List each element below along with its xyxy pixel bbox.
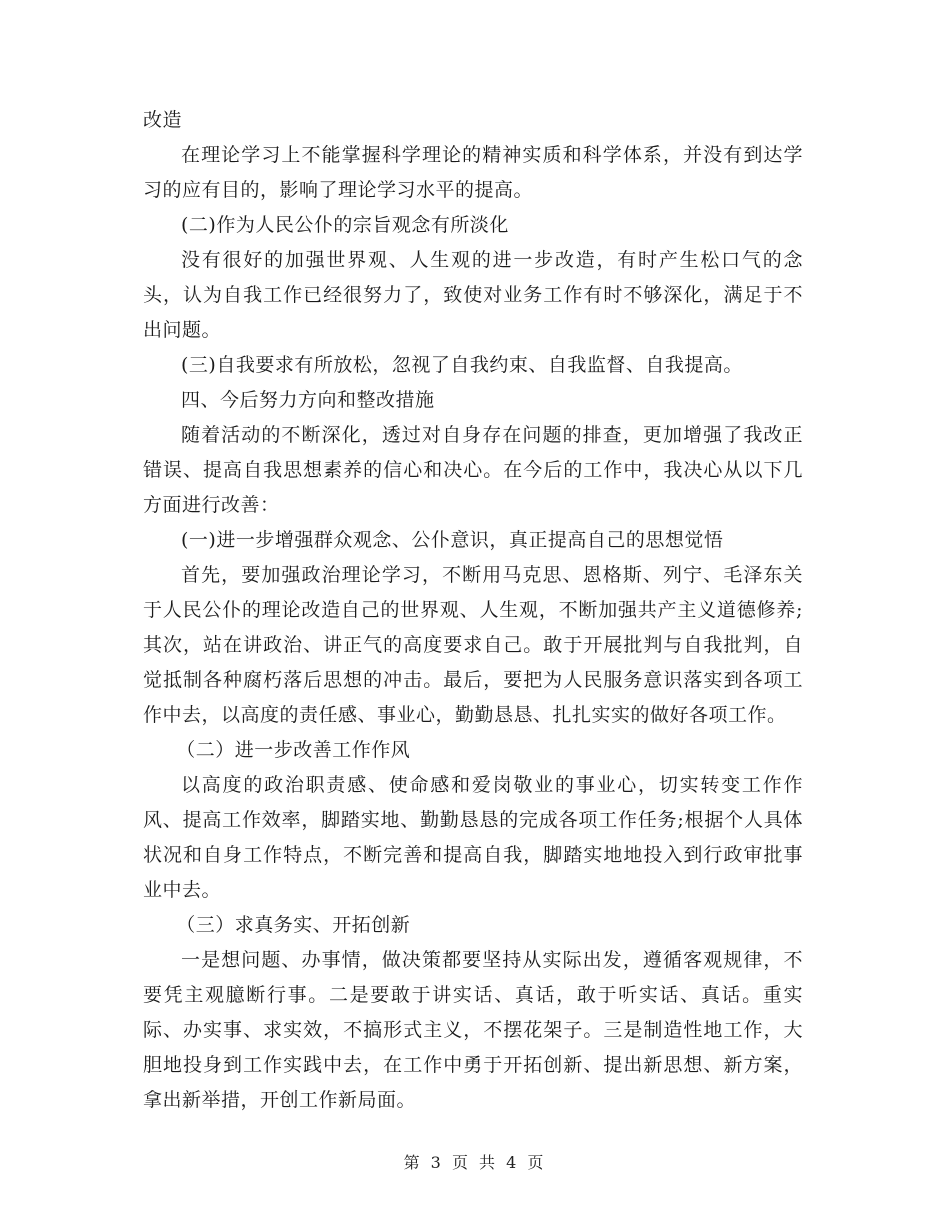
section-heading: (一)进一步增强群众观念、公仆意识，真正提高自己的思想觉悟 <box>181 529 724 551</box>
page-footer: 第 3 页 共 4 页 <box>403 1153 547 1172</box>
paragraph: 以高度的政治职责感、使命感和爱岗敬业的事业心，切实转变工作作风、提高工作效率，脚踏实地、勤勤恳恳的完成各项工作任务;根据个人具体状况和自身工作特点，不断完善和提高自我，脚踏实地地投入到行政审批事业中去。 <box>143 774 803 901</box>
paragraph: 随着活动的不断深化，透过对自身存在问题的排查，更加增强了我改正错误、提高自我思想素养的信心和决心。在今后的工作中，我决心从以下几方面进行改善： <box>143 424 803 516</box>
paragraph: 改造 <box>143 109 183 131</box>
paragraph: 在理论学习上不能掌握科学理论的精神实质和科学体系，并没有到达学习的应有目的，影响了理论学习水平的提高。 <box>143 144 803 201</box>
document-body <box>143 103 803 1118</box>
paragraph: 没有很好的加强世界观、人生观的进一步改造，有时产生松口气的念头，认为自我工作已经很努力了，致使对业务工作有时不够深化，满足于不出问题。 <box>143 249 803 341</box>
section-heading: (三)自我要求有所放松，忽视了自我约束、自我监督、自我提高。 <box>181 354 743 376</box>
section-heading: （二）进一步改善工作作风 <box>176 739 411 761</box>
section-heading: （三）求真务实、开拓创新 <box>176 914 411 936</box>
section-heading: 四、今后努力方向和整改措施 <box>181 389 435 411</box>
section-heading: (二)作为人民公仆的宗旨观念有所淡化 <box>181 214 509 236</box>
paragraph: 一是想问题、办事情，做决策都要坚持从实际出发，遵循客观规律，不要凭主观臆断行事。二是要敢于讲实话、真话，敢于听实话、真话。重实际、办实事、求实效，不搞形式主义，不摆花架子。三是制造性地工作，大胆地投身到工作实践中去，在工作中勇于开拓创新、提出新思想、新方案，拿出新举措，开创工作新局面。 <box>143 949 803 1111</box>
paragraph: 首先，要加强政治理论学习，不断用马克思、恩格斯、列宁、毛泽东关于人民公仆的理论改造自己的世界观、人生观，不断加强共产主义道德修养;其次，站在讲政治、讲正气的高度要求自己。敢于开展批判与自我批判，自觉抵制各种腐朽落后思想的冲击。最后，要把为人民服务意识落实到各项工作中去，以高度的责任感、事业心，勤勤恳恳、扎扎实实的做好各项工作。 <box>143 564 803 726</box>
